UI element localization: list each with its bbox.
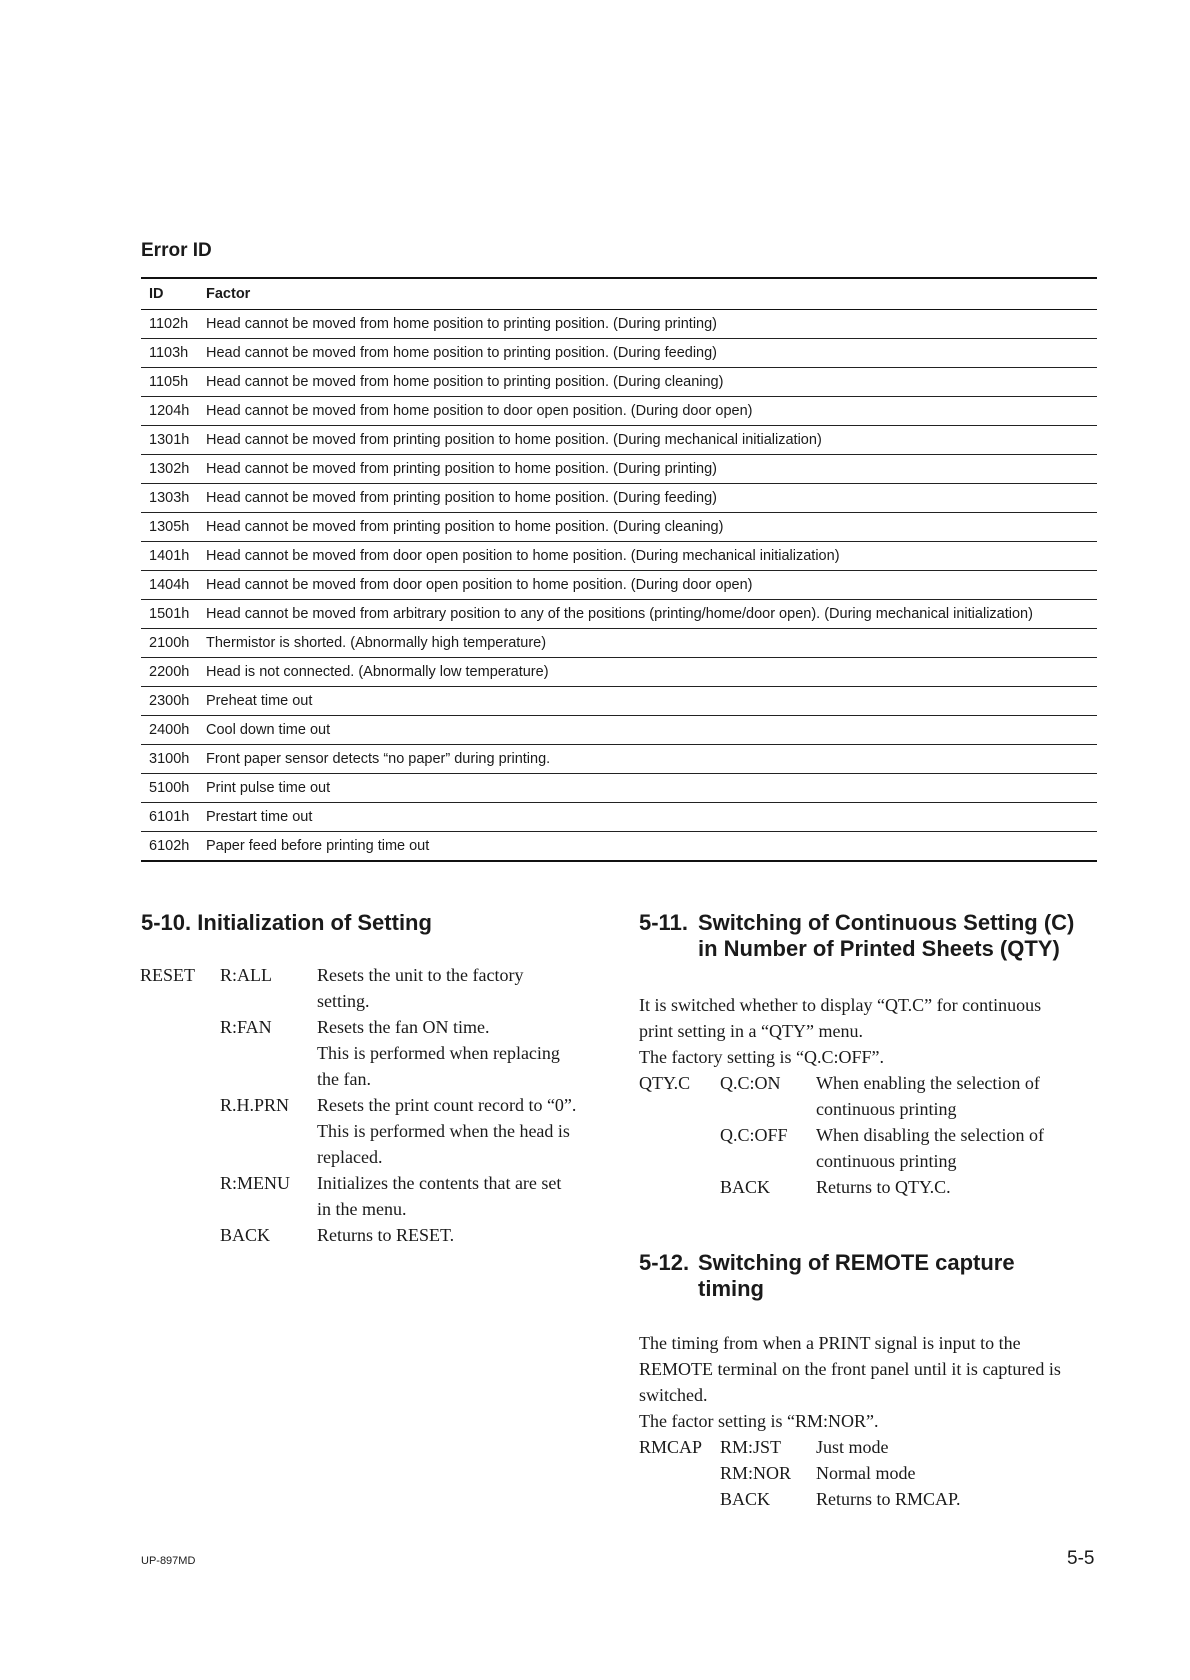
option-description: Resets the unit to the factory	[317, 965, 524, 985]
section-number: 5-12.	[639, 1250, 690, 1275]
table-row	[141, 397, 1097, 426]
error-id-cell: 2300h	[141, 687, 198, 716]
error-id-cell: 1501h	[141, 600, 198, 629]
option-description: Normal mode	[816, 1463, 916, 1483]
error-id-cell: 1305h	[141, 513, 198, 542]
error-id-cell: 1401h	[141, 542, 198, 571]
table-row	[141, 513, 1097, 542]
error-factor-cell: Head is not connected. (Abnormally low temperature)	[198, 658, 1097, 687]
column-header-factor: Factor	[206, 286, 251, 302]
menu-name: QTY.C	[639, 1073, 691, 1093]
section-number: 5-10.	[141, 910, 192, 935]
body-line: It is switched whether to display “QT.C” for continuous	[639, 995, 1042, 1015]
rmcap-menu-options	[639, 1434, 961, 1512]
option-description: Returns to RMCAP.	[816, 1489, 961, 1509]
table-row	[141, 600, 1097, 629]
option-description: continuous printing	[816, 1151, 957, 1171]
page-number: 5-5	[1067, 1548, 1095, 1569]
error-id-cell: 2400h	[141, 716, 198, 745]
option-description: continuous printing	[816, 1099, 957, 1119]
body-line: REMOTE terminal on the front panel until it is captured is	[639, 1359, 1061, 1379]
column-header-id: ID	[149, 286, 164, 302]
body-line: switched.	[639, 1385, 708, 1405]
body-line: The timing from when a PRINT signal is input to the	[639, 1333, 1021, 1353]
error-factor-cell: Head cannot be moved from printing position to home position. (During mechanical initialization)	[198, 426, 1097, 455]
section-5-12-body	[639, 1330, 1061, 1434]
error-factor-cell: Head cannot be moved from arbitrary position to any of the positions (printing/home/door open). (During mechanical initialization)	[198, 600, 1097, 629]
section-title-line: timing	[698, 1276, 764, 1301]
option-key: R:ALL	[220, 965, 272, 985]
error-id-heading: Error ID	[141, 240, 212, 261]
option-key: Q.C:OFF	[720, 1125, 788, 1145]
table-row	[141, 832, 1097, 862]
error-id-cell: 2200h	[141, 658, 198, 687]
table-row	[141, 629, 1097, 658]
option-key: RM:JST	[720, 1437, 782, 1457]
option-key: R:FAN	[220, 1017, 272, 1037]
section-number: 5-11.	[639, 910, 688, 935]
menu-name: RMCAP	[639, 1437, 703, 1457]
table-row	[141, 687, 1097, 716]
error-id-cell: 1303h	[141, 484, 198, 513]
option-description: Initializes the contents that are set	[317, 1173, 562, 1193]
table-row	[141, 716, 1097, 745]
error-factor-cell: Head cannot be moved from printing position to home position. (During cleaning)	[198, 513, 1097, 542]
error-factor-cell: Head cannot be moved from home position to printing position. (During cleaning)	[198, 368, 1097, 397]
option-description: in the menu.	[317, 1199, 407, 1219]
option-description: Resets the fan ON time.	[317, 1017, 490, 1037]
error-factor-cell: Paper feed before printing time out	[198, 832, 1097, 862]
section-title-line: Switching of REMOTE capture	[698, 1250, 1015, 1275]
table-row	[141, 484, 1097, 513]
option-description: replaced.	[317, 1147, 383, 1167]
error-factor-cell: Front paper sensor detects “no paper” during printing.	[198, 745, 1097, 774]
body-line: print setting in a “QTY” menu.	[639, 1021, 863, 1041]
option-key: R.H.PRN	[220, 1095, 290, 1115]
error-id-cell: 5100h	[141, 774, 198, 803]
option-description: Returns to QTY.C.	[816, 1177, 951, 1197]
table-row	[141, 339, 1097, 368]
error-factor-cell: Head cannot be moved from door open position to home position. (During door open)	[198, 571, 1097, 600]
error-id-cell: 1301h	[141, 426, 198, 455]
option-description: When enabling the selection of	[816, 1073, 1040, 1093]
option-description: When disabling the selection of	[816, 1125, 1044, 1145]
table-row	[141, 774, 1097, 803]
error-factor-cell: Head cannot be moved from home position to printing position. (During printing)	[198, 310, 1097, 339]
error-factor-cell: Head cannot be moved from home position to door open position. (During door open)	[198, 397, 1097, 426]
error-factor-cell: Preheat time out	[198, 687, 1097, 716]
footer-model-name: UP-897MD	[141, 1555, 196, 1567]
option-description: Just mode	[816, 1437, 889, 1457]
table-row	[141, 455, 1097, 484]
menu-name: RESET	[140, 965, 196, 985]
qtyc-menu-options	[639, 1070, 1044, 1200]
option-key: R:MENU	[220, 1173, 291, 1193]
error-id-cell: 2100h	[141, 629, 198, 658]
error-id-cell: 1105h	[141, 368, 198, 397]
option-description: setting.	[317, 991, 370, 1011]
error-id-cell: 1103h	[141, 339, 198, 368]
option-key: Q.C:ON	[720, 1073, 781, 1093]
body-line: The factory setting is “Q.C:OFF”.	[639, 1047, 884, 1067]
option-key: BACK	[720, 1177, 771, 1197]
table-row	[141, 310, 1097, 339]
section-title-line: Switching of Continuous Setting (C)	[698, 910, 1075, 935]
error-factor-cell: Thermistor is shorted. (Abnormally high temperature)	[198, 629, 1097, 658]
option-description: Resets the print count record to “0”.	[317, 1095, 577, 1115]
error-id-cell: 1102h	[141, 310, 198, 339]
table-row	[141, 571, 1097, 600]
option-description: Returns to RESET.	[317, 1225, 455, 1245]
option-key: BACK	[720, 1489, 771, 1509]
table-row	[141, 542, 1097, 571]
section-title-line: in Number of Printed Sheets (QTY)	[698, 936, 1060, 961]
table-row	[141, 658, 1097, 687]
table-header-row	[141, 278, 1097, 310]
error-id-cell: 3100h	[141, 745, 198, 774]
error-factor-cell: Head cannot be moved from printing position to home position. (During printing)	[198, 455, 1097, 484]
error-factor-cell: Head cannot be moved from home position to printing position. (During feeding)	[198, 339, 1097, 368]
error-factor-cell: Print pulse time out	[198, 774, 1097, 803]
option-description: This is performed when replacing	[317, 1043, 560, 1063]
table-row	[141, 426, 1097, 455]
reset-menu-options	[140, 962, 576, 1248]
error-id-cell: 1302h	[141, 455, 198, 484]
error-factor-cell: Head cannot be moved from printing position to home position. (During feeding)	[198, 484, 1097, 513]
body-line: The factor setting is “RM:NOR”.	[639, 1411, 879, 1431]
section-title: Initialization of Setting	[197, 910, 432, 935]
error-id-cell: 1204h	[141, 397, 198, 426]
option-description: the fan.	[317, 1069, 371, 1089]
error-factor-cell: Prestart time out	[198, 803, 1097, 832]
section-5-10-heading	[141, 910, 432, 936]
section-5-11-heading	[639, 910, 1099, 962]
option-key: RM:NOR	[720, 1463, 792, 1483]
table-row	[141, 803, 1097, 832]
section-5-12-heading	[639, 1250, 1099, 1302]
error-id-cell: 1404h	[141, 571, 198, 600]
error-id-table	[141, 277, 1097, 862]
error-id-cell: 6102h	[141, 832, 198, 862]
option-description: This is performed when the head is	[317, 1121, 570, 1141]
error-id-cell: 6101h	[141, 803, 198, 832]
table-row	[141, 745, 1097, 774]
error-factor-cell: Head cannot be moved from door open position to home position. (During mechanical initialization)	[198, 542, 1097, 571]
error-factor-cell: Cool down time out	[198, 716, 1097, 745]
table-row	[141, 368, 1097, 397]
section-5-11-body	[639, 992, 1041, 1070]
option-key: BACK	[220, 1225, 271, 1245]
